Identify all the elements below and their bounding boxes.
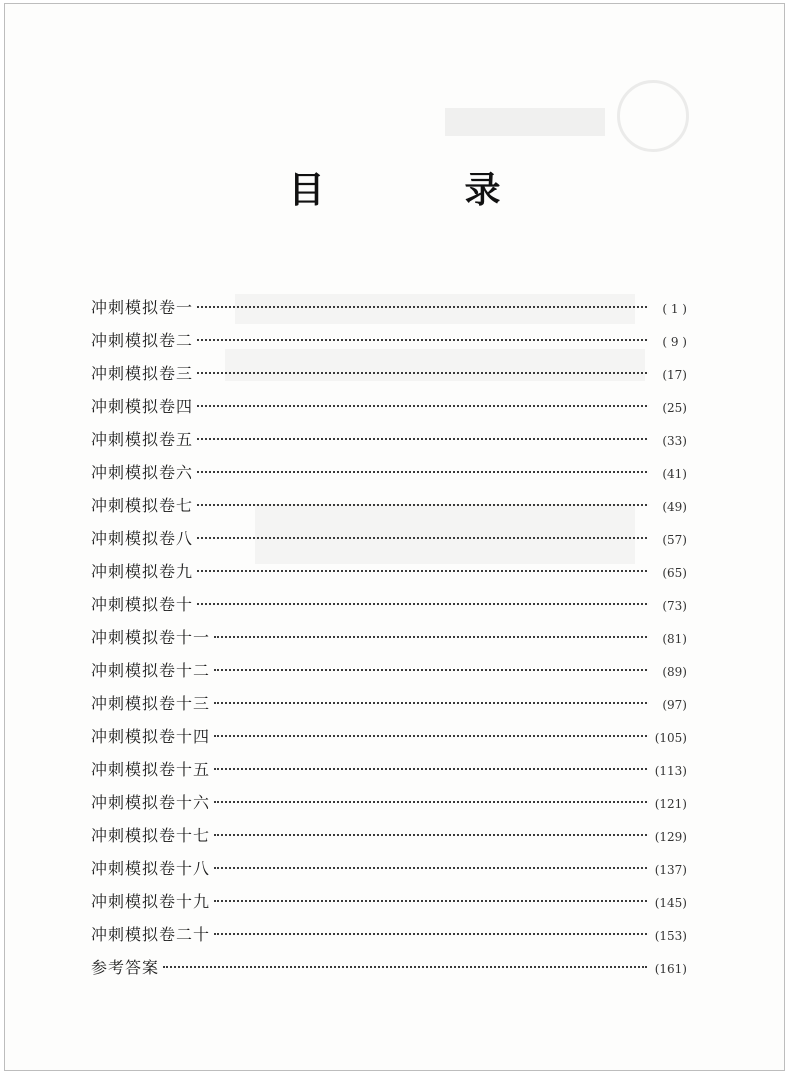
document-page xyxy=(4,3,785,1071)
toc-entry[interactable] xyxy=(91,555,687,588)
table-of-contents xyxy=(91,291,687,984)
toc-entry-page-number: (89) xyxy=(662,665,687,679)
toc-entry[interactable] xyxy=(91,423,687,456)
toc-entry[interactable] xyxy=(91,588,687,621)
toc-entry-page-number: ( 1 ) xyxy=(662,302,687,316)
dot-leader xyxy=(197,471,647,473)
toc-entry-page-number: (33) xyxy=(662,434,687,448)
toc-entry-label: 冲刺模拟卷十二 xyxy=(91,661,211,680)
toc-entry-label: 冲刺模拟卷九 xyxy=(91,562,194,581)
toc-entry[interactable] xyxy=(91,456,687,489)
toc-entry-page-number: (113) xyxy=(654,764,687,778)
dot-leader xyxy=(197,438,647,440)
toc-entry[interactable] xyxy=(91,621,687,654)
toc-entry[interactable] xyxy=(91,291,687,324)
toc-entry-label: 冲刺模拟卷六 xyxy=(91,463,194,482)
toc-entry[interactable] xyxy=(91,885,687,918)
show-through-seal xyxy=(617,80,689,152)
dot-leader xyxy=(214,669,647,671)
toc-entry-label: 冲刺模拟卷十四 xyxy=(91,727,211,746)
toc-entry[interactable] xyxy=(91,324,687,357)
toc-entry[interactable] xyxy=(91,654,687,687)
toc-entry-label: 冲刺模拟卷二 xyxy=(91,331,194,350)
toc-entry-page-number: (73) xyxy=(662,599,687,613)
toc-entry-label: 冲刺模拟卷八 xyxy=(91,529,194,548)
page-title: 目 录 xyxy=(288,170,553,211)
dot-leader xyxy=(214,933,647,935)
toc-entry-page-number: (145) xyxy=(654,896,687,910)
toc-entry-page-number: (105) xyxy=(654,731,687,745)
toc-entry-label: 冲刺模拟卷十一 xyxy=(91,628,211,647)
toc-entry-label: 冲刺模拟卷十五 xyxy=(91,760,211,779)
toc-entry[interactable] xyxy=(91,786,687,819)
dot-leader xyxy=(214,801,647,803)
dot-leader xyxy=(214,900,647,902)
dot-leader xyxy=(197,306,647,308)
dot-leader xyxy=(163,966,647,968)
toc-entry-page-number: (57) xyxy=(662,533,687,547)
toc-entry-label: 冲刺模拟卷十八 xyxy=(91,859,211,878)
toc-entry-label: 冲刺模拟卷十六 xyxy=(91,793,211,812)
dot-leader xyxy=(214,702,647,704)
toc-entry-label: 冲刺模拟卷四 xyxy=(91,397,194,416)
toc-entry-label: 冲刺模拟卷七 xyxy=(91,496,194,515)
toc-entry-label: 冲刺模拟卷十九 xyxy=(91,892,211,911)
toc-entry[interactable] xyxy=(91,819,687,852)
dot-leader xyxy=(197,372,647,374)
toc-entry-label: 冲刺模拟卷十三 xyxy=(91,694,211,713)
dot-leader xyxy=(214,636,647,638)
toc-entry-page-number: (161) xyxy=(654,962,687,976)
toc-entry-page-number: (41) xyxy=(662,467,687,481)
toc-entry-page-number: (81) xyxy=(662,632,687,646)
toc-entry[interactable] xyxy=(91,357,687,390)
dot-leader xyxy=(214,867,647,869)
toc-entry[interactable] xyxy=(91,852,687,885)
toc-entry[interactable] xyxy=(91,918,687,951)
dot-leader xyxy=(197,603,647,605)
toc-entry-label: 冲刺模拟卷二十 xyxy=(91,925,211,944)
dot-leader xyxy=(197,405,647,407)
toc-entry-label: 冲刺模拟卷一 xyxy=(91,298,194,317)
dot-leader xyxy=(197,339,647,341)
toc-entry[interactable] xyxy=(91,951,687,984)
toc-entry[interactable] xyxy=(91,687,687,720)
toc-entry-page-number: ( 9 ) xyxy=(662,335,687,349)
toc-entry-label: 冲刺模拟卷五 xyxy=(91,430,194,449)
toc-entry-label: 冲刺模拟卷三 xyxy=(91,364,194,383)
dot-leader xyxy=(197,537,647,539)
dot-leader xyxy=(197,570,647,572)
toc-entry-label: 冲刺模拟卷十 xyxy=(91,595,194,614)
dot-leader xyxy=(214,735,647,737)
toc-entry-page-number: (97) xyxy=(662,698,687,712)
toc-entry[interactable] xyxy=(91,390,687,423)
toc-entry-page-number: (153) xyxy=(654,929,687,943)
toc-entry-page-number: (17) xyxy=(662,368,687,382)
toc-entry[interactable] xyxy=(91,753,687,786)
toc-entry-page-number: (65) xyxy=(662,566,687,580)
toc-entry-label: 冲刺模拟卷十七 xyxy=(91,826,211,845)
toc-entry-page-number: (121) xyxy=(654,797,687,811)
toc-entry-page-number: (49) xyxy=(662,500,687,514)
show-through-logo-band xyxy=(445,108,605,136)
toc-entry-page-number: (137) xyxy=(654,863,687,877)
toc-entry-label: 参考答案 xyxy=(91,958,160,977)
toc-entry-page-number: (129) xyxy=(654,830,687,844)
toc-entry[interactable] xyxy=(91,489,687,522)
toc-entry[interactable] xyxy=(91,522,687,555)
dot-leader xyxy=(197,504,647,506)
dot-leader xyxy=(214,834,647,836)
toc-entry-page-number: (25) xyxy=(662,401,687,415)
dot-leader xyxy=(214,768,647,770)
toc-entry[interactable] xyxy=(91,720,687,753)
